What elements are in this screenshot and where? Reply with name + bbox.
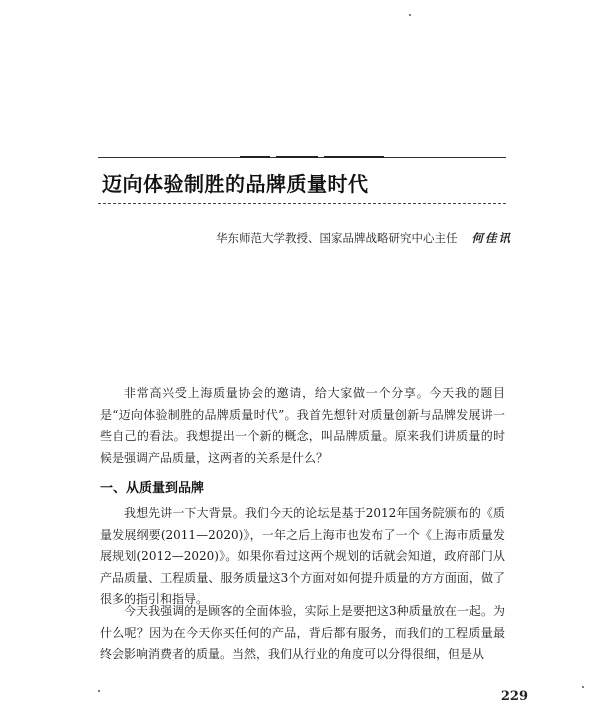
author-affiliation: 华东师范大学教授、国家品牌战略研究中心主任 xyxy=(216,231,458,245)
article-title: 迈向体验制胜的品牌质量时代 xyxy=(102,172,369,196)
paragraph-experience: 今天我强调的是顾客的全面体验，实际上是要把这3种质量放在一起。为什么呢？因为在今天你买任何的产品，背后都有服务，而我们的工程质量最终会影响消费者的质量。当然，我们从行业的角度可以分得很细，但是从 xyxy=(100,604,505,661)
author-line xyxy=(216,230,512,246)
scan-speck xyxy=(98,690,100,692)
title-rule-accent xyxy=(240,156,270,158)
scan-speck xyxy=(409,14,411,16)
page-number: 229 xyxy=(500,689,528,704)
title-rule-accent xyxy=(324,156,384,158)
title-bottom-rule xyxy=(98,203,506,204)
paragraph-background: 我想先讲一下大背景。我们今天的论坛是基于2012年国务院颁布的《质量发展纲要(2011—2020)》，一年之后上海市也发布了一个《上海市质量发展规划(2012—2020)》。如果你看过这两个规划的话就会知道，政府部门从产品质量、工程质量、服务质量这3个方面对如何提升质量的方方面面，做了很多的指引和指导。 xyxy=(100,506,505,606)
paragraph-intro: 非常高兴受上海质量协会的邀请，给大家做一个分享。今天我的题目是“迈向体验制胜的品牌质量时代”。我首先想针对质量创新与品牌发展讲一些自己的看法。我想提出一个新的概念，叫品牌质量。原来我们讲质量的时候是强调产品质量，这两者的关系是什么？ xyxy=(100,386,505,465)
author-name: 何佳讯 xyxy=(471,231,512,245)
title-rule-accent xyxy=(276,156,318,158)
section-heading: 一、从质量到品牌 xyxy=(100,481,205,496)
scan-speck xyxy=(582,686,584,688)
